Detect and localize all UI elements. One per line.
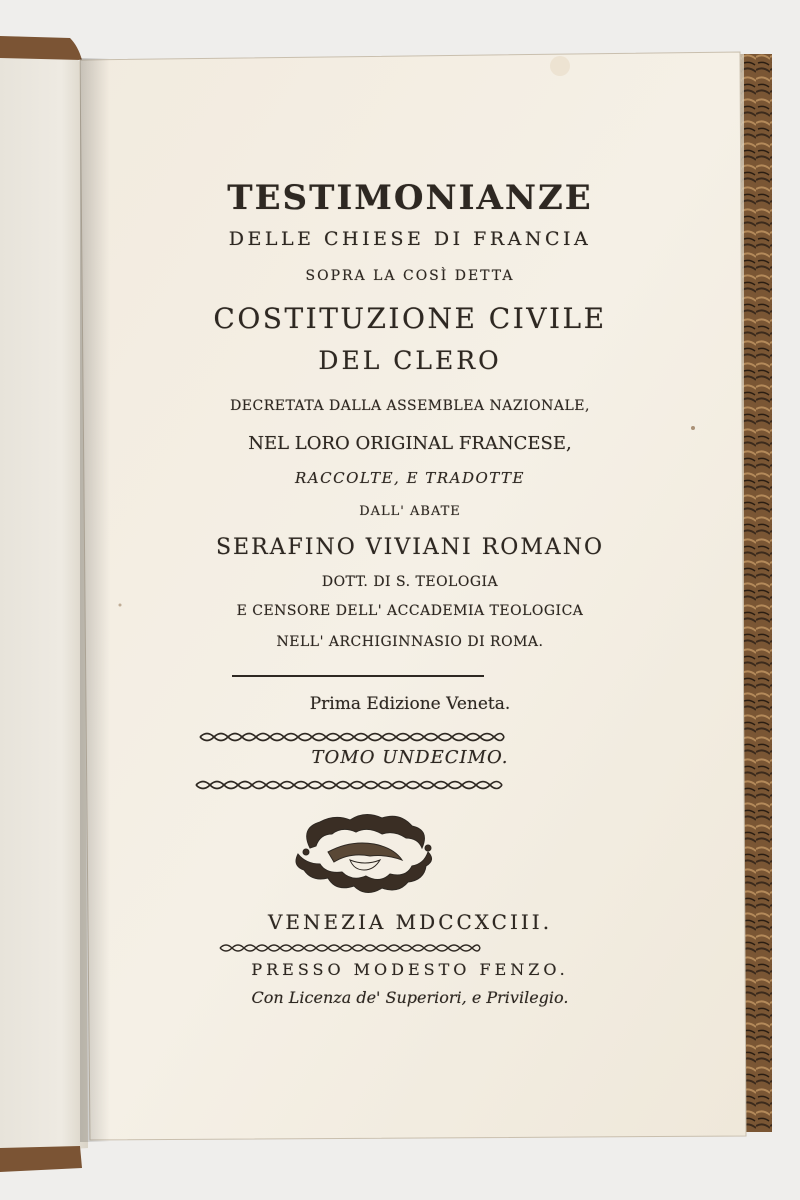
decree-line: DECRETATA DALLA ASSEMBLEA NAZIONALE, — [230, 398, 590, 414]
horizontal-rule — [232, 675, 484, 677]
subject-line-2: DEL CLERO — [318, 346, 502, 375]
subtitle-line-1: DELLE CHIESE DI FRANCIA — [228, 228, 592, 250]
volume-line: TOMO UNDECIMO. — [311, 747, 509, 768]
author-credential-1: DOTT. DI S. TEOLOGIA — [321, 574, 499, 590]
original-language-line: NEL LORO ORIGINAL FRANCESE, — [248, 433, 572, 454]
author-name: SERAFINO VIVIANI ROMANO — [215, 535, 605, 560]
chain-border-ornament-icon — [198, 730, 506, 744]
author-credential-2: E CENSORE DELL' ACCADEMIA TEOLOGICA — [236, 603, 584, 619]
fleuron-ornament-icon — [290, 808, 440, 898]
author-credential-3: NELL' ARCHIGINNASIO DI ROMA. — [276, 634, 544, 650]
collected-translated-line: RACCOLTE, E TRADOTTE — [294, 469, 526, 487]
publisher-line: PRESSO MODESTO FENZO. — [251, 960, 569, 979]
book-title: TESTIMONIANZE — [227, 178, 593, 218]
edition-line: Prima Edizione Veneta. — [309, 694, 511, 714]
license-line: Con Licenza de' Superiori, e Privilegio. — [251, 988, 569, 1007]
by-line: DALL' ABATE — [359, 504, 461, 519]
chain-border-ornament-icon — [194, 778, 504, 792]
subject-line-1: COSTITUZIONE CIVILE — [213, 302, 607, 335]
subtitle-line-2: SOPRA LA COSÌ DETTA — [305, 268, 515, 284]
chain-border-ornament-icon — [218, 942, 482, 954]
imprint-place-date: VENEZIA MDCCXCIII. — [267, 910, 553, 934]
